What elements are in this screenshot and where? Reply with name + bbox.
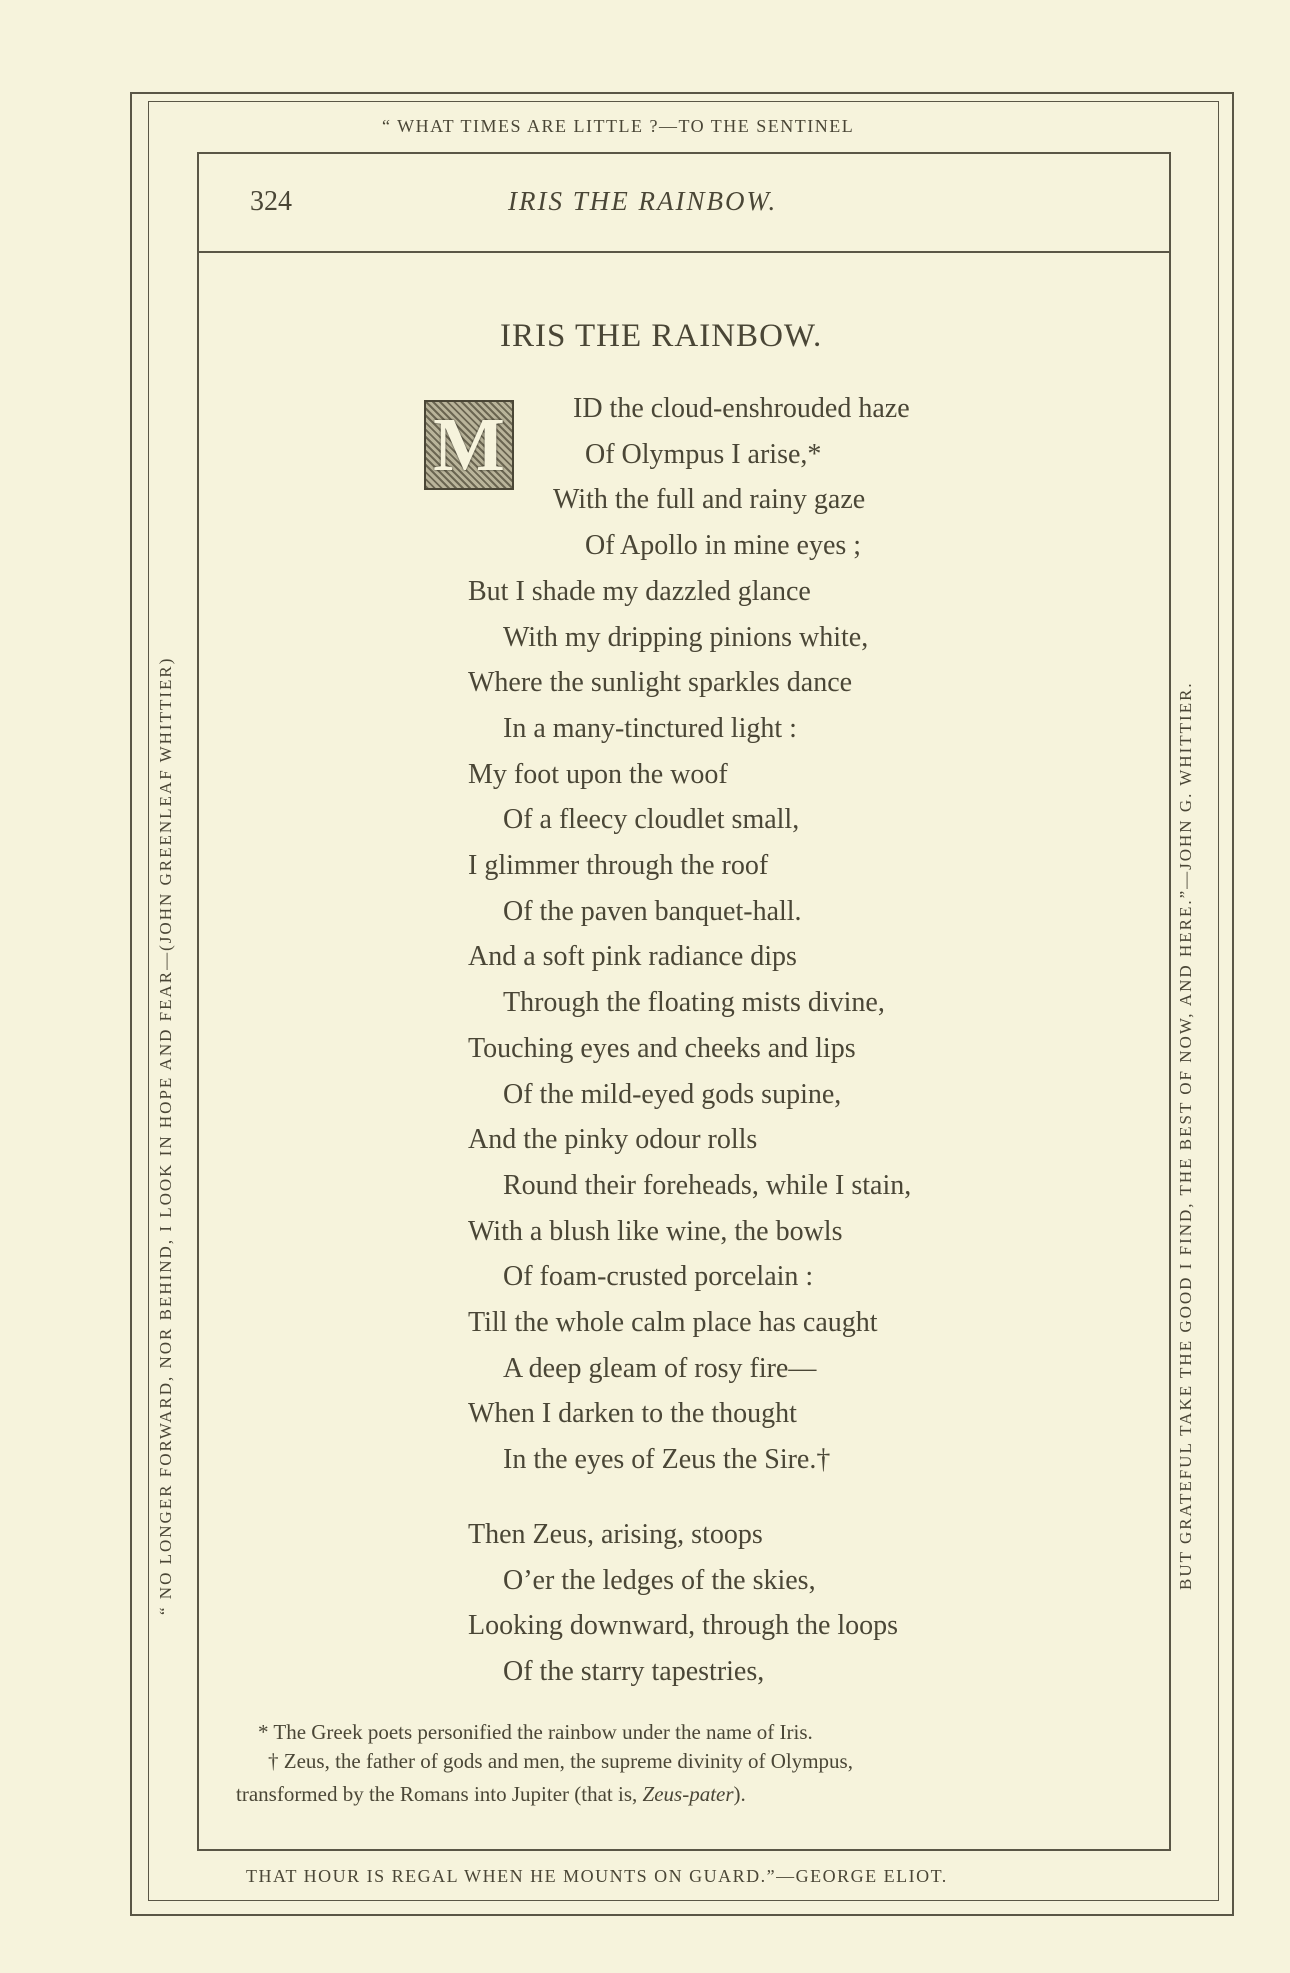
poem-line: Of the starry tapestries, <box>503 1656 765 1688</box>
running-head-top: “ WHAT TIMES ARE LITTLE ?—TO THE SENTINEL <box>382 116 855 136</box>
footnote-3-text: transformed by the Romans into Jupiter (that is, <box>236 1782 643 1806</box>
poem-line: O’er the ledges of the skies, <box>503 1564 816 1596</box>
poem-line: But I shade my dazzled glance <box>468 575 811 607</box>
page-header-title: IRIS THE RAINBOW. <box>508 186 778 216</box>
poem-line: My foot upon the woof <box>468 758 728 790</box>
poem-line: When I darken to the thought <box>468 1398 797 1430</box>
poem-line: Of a fleecy cloudlet small, <box>503 804 800 836</box>
poem-line: With the full and rainy gaze <box>553 484 866 516</box>
poem-line: Of Apollo in mine eyes ; <box>585 530 862 562</box>
footnote-3-end: ). <box>733 1782 746 1806</box>
poem-line: Where the sunlight sparkles dance <box>468 667 853 699</box>
poem-line: In a many-tinctured light : <box>503 712 797 744</box>
footnote-3-italic: Zeus-pater <box>642 1782 734 1806</box>
poem-line: Touching eyes and cheeks and lips <box>468 1032 856 1064</box>
running-foot-bottom: THAT HOUR IS REGAL WHEN HE MOUNTS ON GUARD.”—GEORGE ELIOT. <box>246 1866 948 1886</box>
footnote-1: * The Greek poets personified the rainbow under the name of Iris. <box>258 1720 813 1744</box>
poem-line: Through the floating mists divine, <box>503 987 885 1019</box>
poem-line: ID the cloud-enshrouded haze <box>573 393 910 424</box>
poem-line: I glimmer through the roof <box>468 850 769 881</box>
header-divider <box>197 251 1171 253</box>
poem-line: With a blush like wine, the bowls <box>468 1215 843 1247</box>
poem-line: A deep gleam of rosy fire— <box>503 1352 817 1384</box>
footnote-2: † Zeus, the father of gods and men, the supreme divinity of Olympus, <box>268 1749 853 1773</box>
side-quote-left: “ NO LONGER FORWARD, NOR BEHIND, I LOOK IN HOPE AND FEAR—(JOHN GREENLEAF WHITTIER) <box>156 656 175 1615</box>
poem-line: Then Zeus, arising, stoops <box>468 1519 763 1550</box>
poem-line: Round their foreheads, while I stain, <box>503 1169 912 1201</box>
page-number: 324 <box>250 186 292 217</box>
poem-line: With my dripping pinions white, <box>503 621 869 653</box>
poem-line: Till the whole calm place has caught <box>468 1307 878 1338</box>
poem-line: Of foam-crusted porcelain : <box>503 1261 814 1293</box>
drop-cap-letter: M <box>433 403 505 487</box>
poem-line: And the pinky odour rolls <box>468 1124 758 1156</box>
side-quote-right: BUT GRATEFUL TAKE THE GOOD I FIND, THE BEST OF NOW, AND HERE.”—JOHN G. WHITTIER. <box>1176 681 1195 1590</box>
poem-line: In the eyes of Zeus the Sire.† <box>503 1444 831 1476</box>
poem-line: Of the mild-eyed gods supine, <box>503 1078 842 1110</box>
poem-line: And a soft pink radiance dips <box>468 941 797 973</box>
drop-cap <box>424 400 514 490</box>
poem-line: Of Olympus I arise,* <box>585 438 822 470</box>
poem-title: IRIS THE RAINBOW. <box>500 318 823 354</box>
poem-line: Looking downward, through the loops <box>468 1610 899 1642</box>
footnote-3 <box>236 1782 746 1807</box>
poem-line: Of the paven banquet-hall. <box>503 895 802 927</box>
